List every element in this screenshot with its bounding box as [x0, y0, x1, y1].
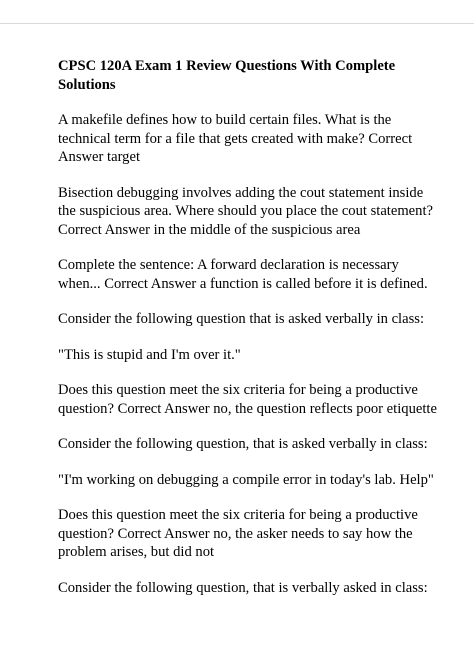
- question-productive-1: Does this question meet the six criteria for being a productive question? Correct Answer no, the question reflects poor etiquette: [58, 382, 437, 417]
- document-content: [58, 57, 440, 614]
- question-forward-declaration: Complete the sentence: A forward declaration is necessary when... Correct Answer a function is called before it is defined.: [58, 257, 428, 292]
- question-prompt-3: Consider the following question, that is verbally asked in class:: [58, 579, 428, 596]
- quoted-question-2: "I'm working on debugging a compile error in today's lab. Help": [58, 471, 434, 488]
- question-bisection-debugging: Bisection debugging involves adding the cout statement inside the suspicious area. Where should you place the cout statement? Correct Answer in the middle of the suspicious area: [58, 184, 433, 238]
- question-makefile-target: A makefile defines how to build certain files. What is the technical term for a file that gets created with make? Correct Answer target: [58, 112, 413, 165]
- quoted-question-1: "This is stupid and I'm over it.": [58, 346, 241, 363]
- question-productive-2: Does this question meet the six criteria for being a productive question? Correct Answer no, the asker needs to say how the problem arises, but did not: [58, 507, 418, 560]
- document-title: CPSC 120A Exam 1 Review Questions With Complete Solutions: [58, 58, 396, 93]
- top-divider: [0, 23, 474, 24]
- question-prompt-1: Consider the following question that is asked verbally in class:: [58, 311, 424, 327]
- question-prompt-2: Consider the following question, that is asked verbally in class:: [58, 436, 428, 452]
